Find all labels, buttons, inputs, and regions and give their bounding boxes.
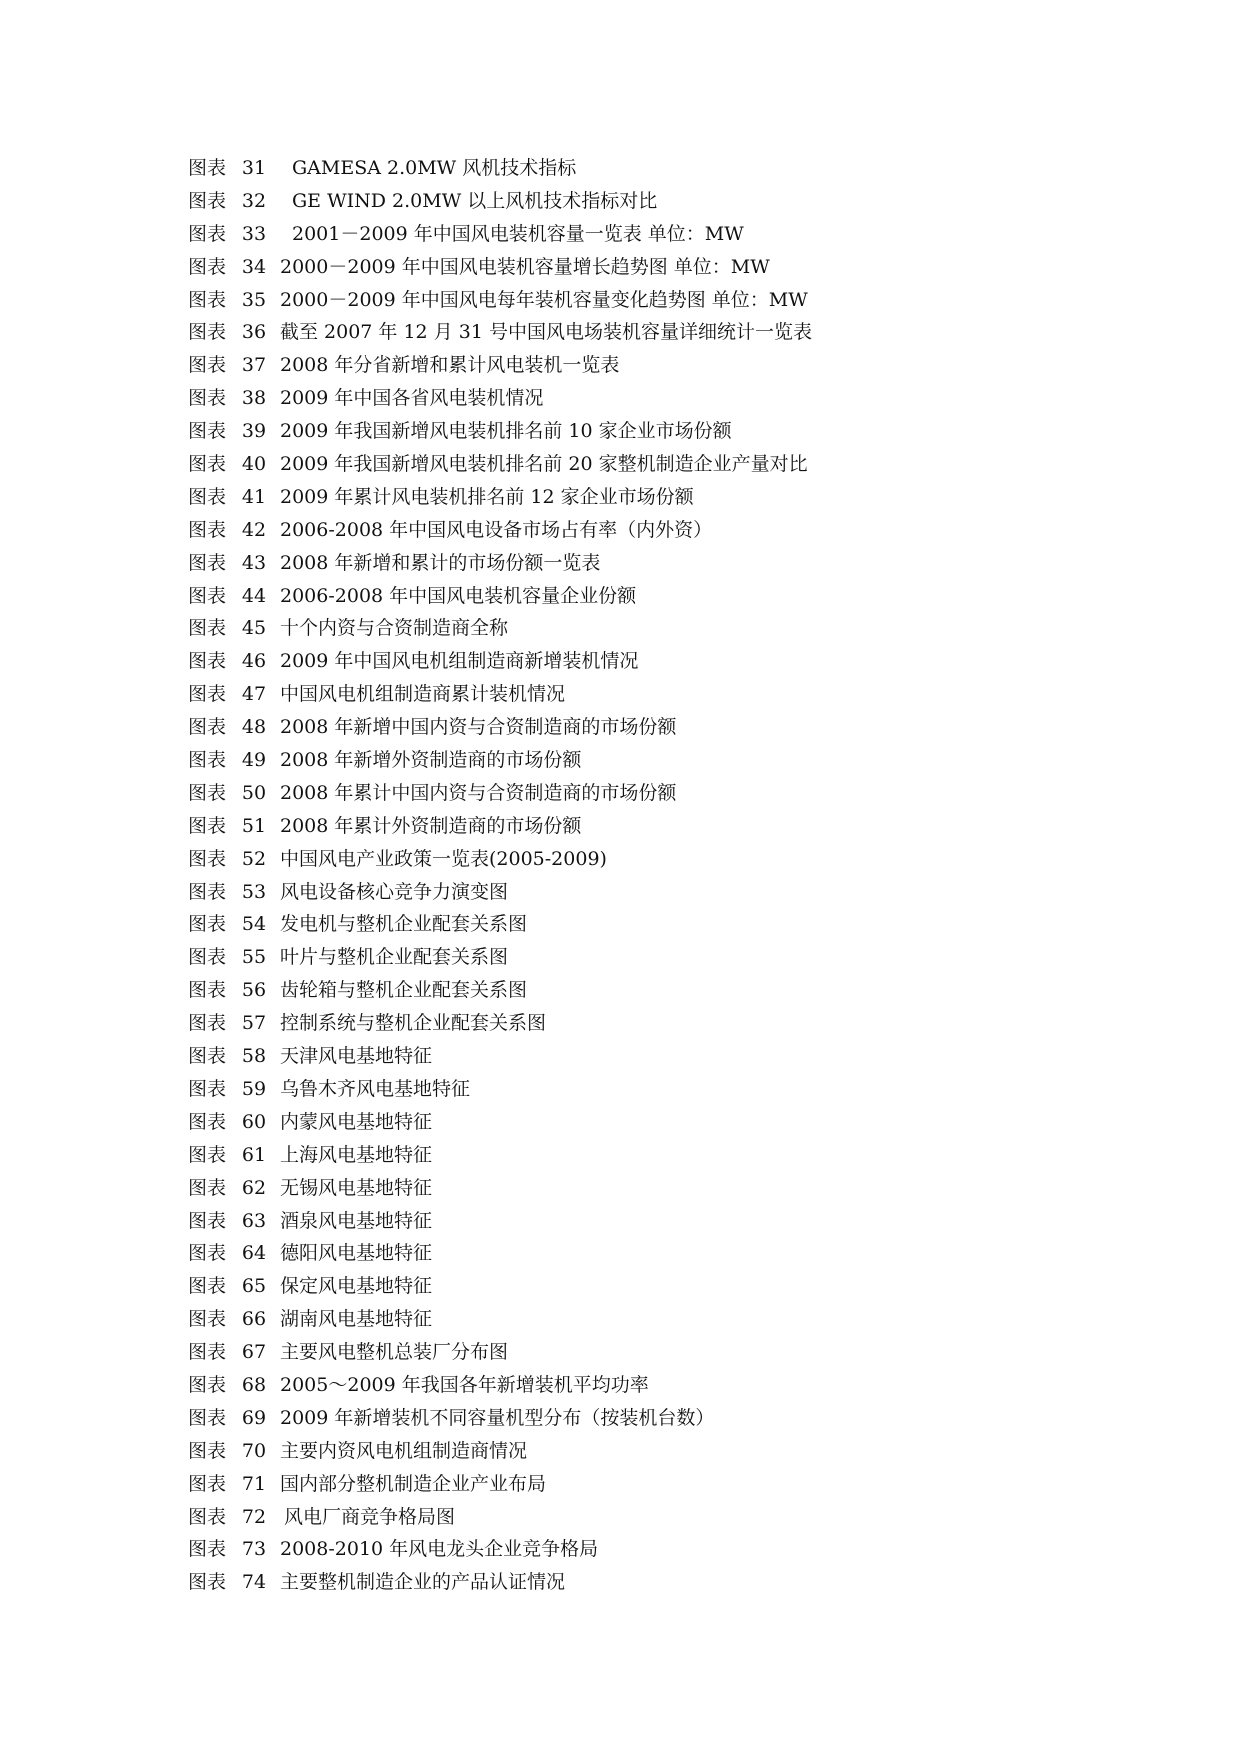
figure-title: 截至 2007 年 12 月 31 号中国风电场装机容量详细统计一览表: [280, 321, 812, 344]
figure-prefix: 图表: [188, 222, 227, 245]
figure-number: 37: [241, 354, 267, 377]
figure-prefix: 图表: [188, 1012, 227, 1035]
figure-prefix: 图表: [188, 387, 227, 410]
figure-number: 67: [241, 1341, 267, 1364]
figure-title: 发电机与整机企业配套关系图: [280, 913, 528, 936]
figure-prefix: 图表: [188, 617, 227, 640]
figure-prefix: 图表: [188, 1373, 227, 1396]
figure-number: 31: [241, 157, 267, 179]
figure-number: 66: [241, 1308, 267, 1331]
figure-prefix: 图表: [188, 781, 227, 804]
figure-number: 72: [241, 1505, 267, 1528]
figure-title: 2009 年中国各省风电装机情况: [280, 387, 544, 410]
figure-prefix: 图表: [188, 1045, 227, 1068]
list-item: [188, 1270, 1088, 1303]
figure-prefix: 图表: [188, 551, 227, 574]
figure-prefix: 图表: [188, 485, 227, 508]
figure-prefix: 图表: [188, 1176, 227, 1199]
list-item: [188, 1205, 1088, 1238]
list-item: [188, 1139, 1088, 1172]
list-item: [188, 645, 1088, 678]
figure-title: 2006-2008 年中国风电装机容量企业份额: [280, 584, 637, 607]
figure-title: 2008 年累计中国内资与合资制造商的市场份额: [280, 781, 677, 804]
figure-prefix: 图表: [188, 288, 227, 311]
figure-prefix: 图表: [188, 1242, 227, 1265]
list-item: [188, 1501, 1088, 1534]
figure-title: 保定风电基地特征: [280, 1275, 433, 1298]
figure-number: 52: [241, 847, 267, 870]
figure-prefix: 图表: [188, 749, 227, 772]
figure-prefix: 图表: [188, 518, 227, 541]
list-item: [188, 974, 1088, 1007]
figure-number: 38: [241, 387, 267, 410]
list-item: [188, 1172, 1088, 1205]
figure-title: 2009 年累计风电装机排名前 12 家企业市场份额: [280, 485, 694, 508]
figure-number: 49: [241, 749, 267, 772]
figure-prefix: 图表: [188, 584, 227, 607]
figure-title: GAMESA 2.0MW 风机技术指标: [292, 157, 577, 179]
figure-title: 2009 年我国新增风电装机排名前 20 家整机制造企业产量对比: [280, 453, 808, 476]
figure-title: 2009 年中国风电机组制造商新增装机情况: [280, 650, 639, 673]
figure-number: 41: [241, 485, 267, 508]
list-item: [188, 448, 1088, 481]
list-item: [188, 316, 1088, 349]
figure-prefix: 图表: [188, 1341, 227, 1364]
list-item: [188, 349, 1088, 382]
figure-prefix: 图表: [188, 189, 227, 212]
figure-number: 60: [241, 1110, 267, 1133]
figure-title: 2008 年新增和累计的市场份额一览表: [280, 551, 601, 574]
figure-number: 65: [241, 1275, 267, 1298]
figure-number: 33: [241, 222, 267, 245]
figure-number: 40: [241, 453, 267, 476]
list-item: [188, 382, 1088, 415]
figure-prefix: 图表: [188, 650, 227, 673]
figure-title: 2005～2009 年我国各年新增装机平均功率: [280, 1373, 649, 1396]
figure-number: 43: [241, 551, 267, 574]
figure-prefix: 图表: [188, 1143, 227, 1166]
figure-prefix: 图表: [188, 1439, 227, 1462]
figure-prefix: 图表: [188, 913, 227, 936]
list-item: [188, 1106, 1088, 1139]
list-item: [188, 744, 1088, 777]
figure-title: 2009 年新增装机不同容量机型分布（按装机台数）: [280, 1406, 715, 1429]
list-item: [188, 547, 1088, 580]
figure-prefix: 图表: [188, 946, 227, 969]
figure-prefix: 图表: [188, 716, 227, 739]
figure-number: 68: [241, 1373, 267, 1396]
list-item: [188, 678, 1088, 711]
list-item: [188, 711, 1088, 744]
list-item: [188, 251, 1088, 284]
figure-title: 风电厂商竞争格局图: [284, 1505, 456, 1528]
figure-prefix: 图表: [188, 1275, 227, 1298]
figure-number: 42: [241, 518, 267, 541]
figure-number: 34: [241, 255, 267, 278]
figure-number: 62: [241, 1176, 267, 1199]
figure-title: 德阳风电基地特征: [280, 1242, 433, 1265]
figure-title: 2000－2009 年中国风电每年装机容量变化趋势图 单位：MW: [280, 288, 808, 311]
list-item: [188, 777, 1088, 810]
figure-prefix: 图表: [188, 157, 227, 179]
figure-number: 50: [241, 781, 267, 804]
figure-number: 45: [241, 617, 267, 640]
figure-title: 2008 年新增外资制造商的市场份额: [280, 749, 582, 772]
figure-title: 中国风电机组制造商累计装机情况: [280, 683, 566, 706]
figure-title: 天津风电基地特征: [280, 1045, 433, 1068]
list-item: [188, 941, 1088, 974]
figure-prefix: 图表: [188, 1209, 227, 1232]
figure-title: 上海风电基地特征: [280, 1143, 433, 1166]
list-item: [188, 1040, 1088, 1073]
figure-prefix: 图表: [188, 1472, 227, 1495]
list-item: [188, 580, 1088, 613]
figure-title: 2008 年累计外资制造商的市场份额: [280, 814, 582, 837]
figure-number: 47: [241, 683, 267, 706]
figure-number: 39: [241, 420, 267, 443]
figure-title: 主要内资风电机组制造商情况: [280, 1439, 528, 1462]
figure-number: 53: [241, 880, 267, 903]
list-item: [188, 908, 1088, 941]
figure-number: 73: [241, 1538, 267, 1561]
figure-title: 2008 年分省新增和累计风电装机一览表: [280, 354, 620, 377]
figure-title: 十个内资与合资制造商全称: [280, 617, 509, 640]
figure-prefix: 图表: [188, 420, 227, 443]
figure-title: 2001－2009 年中国风电装机容量一览表 单位：MW: [292, 222, 744, 245]
figure-title: 2009 年我国新增风电装机排名前 10 家企业市场份额: [280, 420, 732, 443]
figure-title: 主要风电整机总装厂分布图: [280, 1341, 509, 1364]
list-item: [188, 1566, 1088, 1599]
list-item: [188, 876, 1088, 909]
figure-title: 国内部分整机制造企业产业布局: [280, 1472, 547, 1495]
list-item: [188, 218, 1088, 251]
list-item: [188, 810, 1088, 843]
list-item: [188, 1237, 1088, 1270]
figure-prefix: 图表: [188, 1110, 227, 1133]
figure-list: [188, 152, 1088, 1599]
list-item: [188, 1303, 1088, 1336]
list-item: [188, 284, 1088, 317]
figure-title: 叶片与整机企业配套关系图: [280, 946, 509, 969]
figure-prefix: 图表: [188, 847, 227, 870]
figure-prefix: 图表: [188, 1077, 227, 1100]
figure-prefix: 图表: [188, 979, 227, 1002]
figure-number: 74: [241, 1571, 267, 1594]
figure-prefix: 图表: [188, 1538, 227, 1561]
list-item: [188, 843, 1088, 876]
figure-title: 控制系统与整机企业配套关系图: [280, 1012, 547, 1035]
list-item: [188, 1073, 1088, 1106]
figure-prefix: 图表: [188, 1406, 227, 1429]
list-item: [188, 1468, 1088, 1501]
figure-prefix: 图表: [188, 880, 227, 903]
list-item: [188, 612, 1088, 645]
figure-title: 风电设备核心竞争力演变图: [280, 880, 509, 903]
figure-prefix: 图表: [188, 814, 227, 837]
figure-prefix: 图表: [188, 321, 227, 344]
list-item: [188, 514, 1088, 547]
figure-title: 2000－2009 年中国风电装机容量增长趋势图 单位：MW: [280, 255, 770, 278]
figure-number: 63: [241, 1209, 267, 1232]
figure-number: 44: [241, 584, 267, 607]
figure-title: GE WIND 2.0MW 以上风机技术指标对比: [292, 189, 658, 212]
figure-number: 35: [241, 288, 267, 311]
list-item: [188, 1369, 1088, 1402]
figure-number: 71: [241, 1472, 267, 1495]
figure-prefix: 图表: [188, 354, 227, 377]
figure-number: 69: [241, 1406, 267, 1429]
list-item: [188, 1435, 1088, 1468]
figure-number: 48: [241, 716, 267, 739]
figure-title: 乌鲁木齐风电基地特征: [280, 1077, 471, 1100]
figure-number: 46: [241, 650, 267, 673]
figure-prefix: 图表: [188, 1308, 227, 1331]
figure-title: 2008 年新增中国内资与合资制造商的市场份额: [280, 716, 677, 739]
figure-title: 酒泉风电基地特征: [280, 1209, 433, 1232]
list-item: [188, 415, 1088, 448]
figure-prefix: 图表: [188, 683, 227, 706]
figure-number: 36: [241, 321, 267, 344]
list-item: [188, 185, 1088, 218]
list-item: [188, 1007, 1088, 1040]
figure-title: 湖南风电基地特征: [280, 1308, 433, 1331]
figure-number: 57: [241, 1012, 267, 1035]
figure-title: 中国风电产业政策一览表(2005-2009): [280, 847, 607, 870]
list-item: [188, 152, 1088, 185]
figure-number: 51: [241, 814, 267, 837]
figure-title: 2008-2010 年风电龙头企业竞争格局: [280, 1538, 599, 1561]
list-item: [188, 481, 1088, 514]
figure-number: 64: [241, 1242, 267, 1265]
figure-number: 55: [241, 946, 267, 969]
figure-number: 32: [241, 189, 267, 212]
figure-title: 主要整机制造企业的产品认证情况: [280, 1571, 566, 1594]
figure-number: 56: [241, 979, 267, 1002]
figure-prefix: 图表: [188, 453, 227, 476]
figure-number: 59: [241, 1077, 267, 1100]
figure-number: 61: [241, 1143, 267, 1166]
figure-prefix: 图表: [188, 1505, 227, 1528]
figure-number: 58: [241, 1045, 267, 1068]
figure-title: 内蒙风电基地特征: [280, 1110, 433, 1133]
list-item: [188, 1533, 1088, 1566]
figure-prefix: 图表: [188, 1571, 227, 1594]
list-item: [188, 1402, 1088, 1435]
figure-title: 齿轮箱与整机企业配套关系图: [280, 979, 528, 1002]
list-item: [188, 1336, 1088, 1369]
figure-title: 无锡风电基地特征: [280, 1176, 433, 1199]
figure-title: 2006-2008 年中国风电设备市场占有率（内外资）: [280, 518, 713, 541]
figure-number: 70: [241, 1439, 267, 1462]
figure-prefix: 图表: [188, 255, 227, 278]
figure-number: 54: [241, 913, 267, 936]
